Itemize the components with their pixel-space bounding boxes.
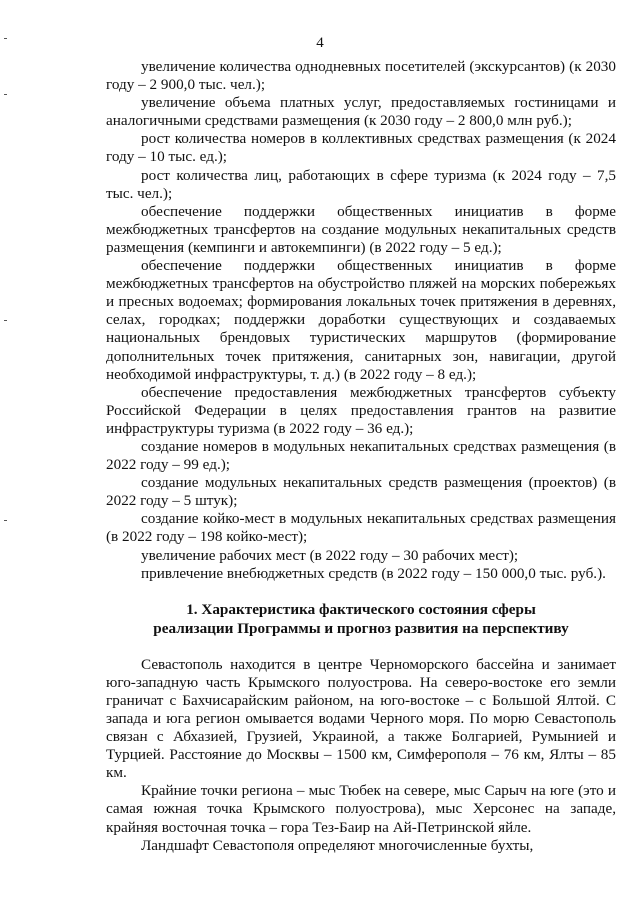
section-heading [106, 600, 616, 638]
paragraph: создание номеров в модульных некапитальных средствах размещения (в 2022 году – 99 ед.); [106, 437, 616, 474]
paragraph: увеличение объема платных услуг, предоставляемых гостиницами и аналогичными средствами размещения (к 2030 году – 2 800,0 млн руб.); [106, 94, 616, 130]
paragraph: обеспечение предоставления межбюджетных трансфертов субъекту Российской Федерации в целях предоставления грантов на развитие инфраструктуры туризма (в 2022 году – 36 ед.); [106, 383, 616, 437]
paragraph: рост количества номеров в коллективных средствах размещения (к 2024 году – 10 тыс. ед.); [106, 130, 616, 166]
paragraph: рост количества лиц, работающих в сфере туризма (к 2024 году – 7,5 тыс. чел.); [106, 166, 616, 202]
section-heading-line: 1. Характеристика фактического состояния сферы [186, 600, 536, 618]
paragraph: Крайние точки региона – мыс Тюбек на севере, мыс Сарыч на юге (это и самая южная точка Крымского полуострова), мыс Херсонес на западе, крайняя восточная точка – гора Тез-Баир на Ай-Петринской яйле. [106, 782, 616, 836]
page-number: 4 [316, 35, 324, 51]
paragraph: увеличение рабочих мест (в 2022 году – 30 рабочих мест); [141, 546, 519, 564]
paragraph: создание модульных некапитальных средств размещения (проектов) (в 2022 году – 5 штук); [106, 474, 616, 510]
paragraph: обеспечение поддержки общественных инициатив в форме межбюджетных трансфертов на создание модульных некапитальных средств размещения (кемпинги и автокемпинги) (в 2022 году – 5 ед.); [106, 202, 616, 256]
paragraph: Ландшафт Севастополя определяют многочисленные бухты, [141, 836, 534, 854]
paragraph: создание койко-мест в модульных некапитальных средствах размещения (в 2022 году – 198 койко-мест); [106, 510, 616, 546]
paragraph: увеличение количества однодневных посетителей (экскурсантов) (к 2030 году – 2 900,0 тыс. чел.); [106, 58, 616, 94]
paragraph: обеспечение поддержки общественных инициатив в форме межбюджетных трансфертов на обустройство пляжей на морских побережьях и пресных водоемах; формирования локальных точек притяжения в деревнях, селах, городках; поддержки доработки существующих и создаваемых национальных брендовых туристических маршрутов (формирование дополнительных точек притяжения, санитарных зон, навигации, другой необходимой инфраструктуры, т. д.) (в 2022 году – 8 ед.); [106, 257, 616, 383]
section-heading-line: реализации Программы и прогноз развития на перспективу [153, 619, 569, 637]
document-body [106, 58, 616, 855]
paragraph: привлечение внебюджетных средств (в 2022 году – 150 000,0 тыс. руб.). [141, 564, 606, 582]
scan-margin-marks [4, 0, 10, 905]
paragraph: Севастополь находится в центре Черноморского бассейна и занимает юго-западную часть Крымского полуострова. На северо-востоке его земли граничат с Бахчисарайским районом, на юго-востоке – с Большой Ялтой. С запада и юга регион омывается водами Черного моря. По морю Севастополь связан с Абхазией, Грузией, Украиной, а также Болгарией, Румынией и Турцией. Расстояние до Москвы – 1500 км, Симферополя – 76 км, Ялты – 85 км. [106, 655, 616, 782]
